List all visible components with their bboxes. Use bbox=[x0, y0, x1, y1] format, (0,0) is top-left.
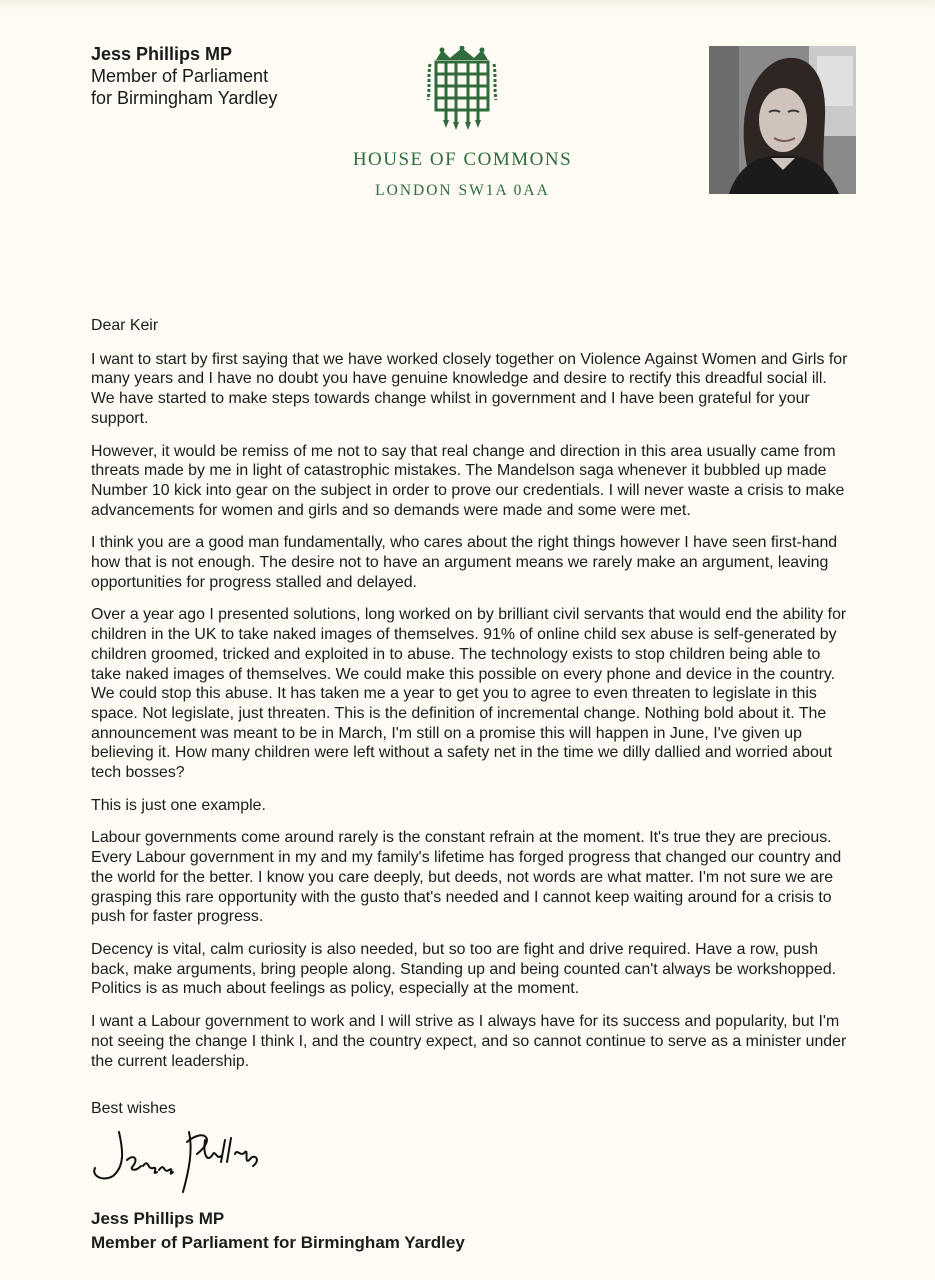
salutation: Dear Keir bbox=[91, 317, 159, 334]
paragraph-6: Labour governments come around rarely is the constant refrain at the moment. It's true they are precious. Every Labour government in my and my family's lifetime has forged progress that changed our country and the world for the better. I know you care deeply, but deeds, not words are what matter. I'm not sure we are grasping this rare opportunity with the gusto that's needed and I cannot keep waiting around for a crisis to push for faster progress. bbox=[91, 829, 842, 926]
letter-body bbox=[91, 316, 851, 1084]
top-edge bbox=[0, 0, 935, 12]
sender-block bbox=[91, 43, 277, 109]
paragraph-2: However, it would be remiss of me not to say that real change and direction in this area usually came from threats made by me in light of catastrophic mistakes. The Mandelson saga whenever it bubbled up made Number 10 kick into gear on the subject in order to prove our credentials. I will never waste a crisis to make advancements for women and girls and so demands were made and some were met. bbox=[91, 442, 845, 519]
closing: Best wishes bbox=[91, 1100, 176, 1117]
signatory-name: Jess Phillips MP bbox=[91, 1209, 225, 1228]
sender-name: Jess Phillips MP bbox=[91, 44, 233, 64]
paragraph-3: I think you are a good man fundamentally, who cares about the right things however I have seen first-hand how that is not enough. The desire not to have an argument means we rarely make an argument, leaving opportunities for progress stalled and delayed. bbox=[91, 534, 838, 591]
letterhead-address: LONDON SW1A 0AA bbox=[375, 182, 550, 199]
paragraph-7: Decency is vital, calm curiosity is also needed, but so too are fight and drive required. Have a row, push back, make arguments, bring people along. Standing up and being counted can't always be workshopped. Politics is as much about feelings as policy, especially at the moment. bbox=[91, 940, 837, 998]
signatory-role: Member of Parliament for Birmingham Yardley bbox=[91, 1233, 465, 1252]
paragraph-8: I want a Labour government to work and I will strive as I always have for its success and popularity, but I'm not seeing the change I think I, and the country expect, and so cannot continue to serve as a minister under the current leadership. bbox=[91, 1013, 847, 1070]
paragraph-1: I want to start by first saying that we have worked closely together on Violence Against Women and Girls for many years and I have no doubt you have genuine knowledge and desire to rectify this dreadful social ill. We have started to make steps towards change whilst in government and I have been grateful for your support. bbox=[91, 350, 848, 427]
portrait-photo bbox=[709, 46, 856, 194]
portcullis-icon bbox=[426, 46, 498, 130]
signature-block bbox=[91, 1207, 465, 1255]
sender-role-line1: Member of Parliament bbox=[91, 66, 269, 86]
paragraph-5: This is just one example. bbox=[91, 796, 266, 814]
handwritten-signature bbox=[85, 1120, 285, 1200]
paragraph-4: Over a year ago I presented solutions, long worked on by brilliant civil servants that would end the ability for children in the UK to take naked images of themselves. 91% of online child sex abuse is self-generated by children groomed, tricked and exploited in to abuse. The technology exists to stop children being able to take naked images of themselves. We could make this possible on every phone and device in the country. We could stop this abuse. It has taken me a year to get you to agree to even threaten to legislate in this space. Not legislate, just threaten. This is the definition of incremental change. Nothing bold about it. The announcement was meant to be in March, I'm still on a promise this will happen in June, I've given up believing it. How many children were left without a safety net in the time we dilly dallied and worried about tech bosses? bbox=[91, 606, 847, 782]
sender-role-line2: for Birmingham Yardley bbox=[91, 88, 278, 108]
letterhead-title: HOUSE OF COMMONS bbox=[352, 149, 573, 170]
